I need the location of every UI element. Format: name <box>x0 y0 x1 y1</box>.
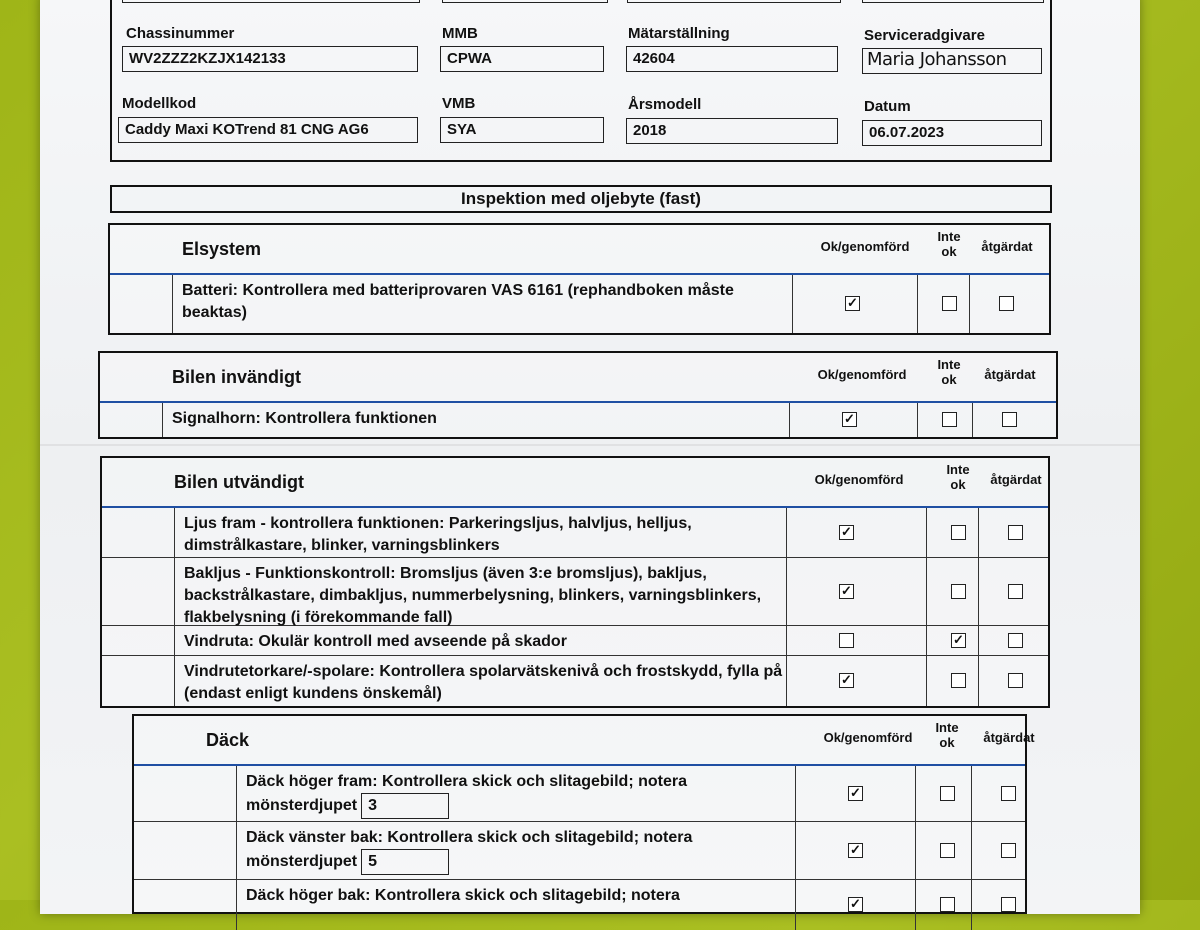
paper-fold <box>40 444 1140 446</box>
column-divider <box>915 880 916 930</box>
section-header <box>110 225 1049 275</box>
model-label: Modellkod <box>122 95 197 112</box>
task-text: Däck höger fram: Kontrollera skick och slitagebild; notera <box>246 773 687 790</box>
column-divider <box>971 880 972 930</box>
odometer-label: Mätarställning <box>628 25 730 42</box>
column-divider <box>917 275 918 333</box>
task-text: Ljus fram - kontrollera funktionen: Parkeringsljus, halvljus, helljus, dimstrålkastare, blinker, varningsblinkers <box>184 515 692 554</box>
column-divider <box>972 403 973 437</box>
mmb-label: MMB <box>442 25 478 42</box>
tread-depth-field[interactable]: 5 <box>361 849 449 875</box>
advisor-label: Serviceradgivare <box>864 27 985 44</box>
task-text: Batteri: Kontrollera med batteriprovaren VAS 6161 (rephandboken måste beaktas) <box>182 282 734 321</box>
column-divider <box>915 766 916 821</box>
ok-checkbox[interactable]: ✓ <box>848 897 863 912</box>
col-action-header: åtgärdat <box>984 367 1036 382</box>
action-checkbox[interactable] <box>1001 897 1016 912</box>
col-not-ok-header: Inte ok <box>935 720 959 750</box>
task-text: Vindruta: Okulär kontroll med avseende på skador <box>184 633 567 650</box>
section-header <box>134 716 1035 766</box>
col-not-ok-header: Inte ok <box>946 462 970 492</box>
task-description <box>182 280 792 324</box>
not-ok-checkbox[interactable] <box>951 673 966 688</box>
chassis-label: Chassinummer <box>126 25 235 42</box>
column-divider <box>786 626 787 655</box>
column-divider <box>926 508 927 557</box>
ok-checkbox[interactable]: ✓ <box>848 786 863 801</box>
section-header <box>102 458 1048 508</box>
col-not-ok-header: Inte ok <box>937 229 961 259</box>
column-divider <box>236 822 237 879</box>
action-checkbox[interactable] <box>1002 412 1017 427</box>
service-form-sheet <box>40 0 1140 914</box>
column-divider <box>971 822 972 879</box>
checklist-row <box>134 822 1025 880</box>
not-ok-checkbox[interactable] <box>940 843 955 858</box>
column-divider <box>971 766 972 821</box>
checklist-row <box>100 403 1056 437</box>
action-checkbox[interactable] <box>1001 786 1016 801</box>
column-divider <box>969 275 970 333</box>
tread-depth-label: mönsterdjupet <box>246 797 358 815</box>
col-action-header: åtgärdat <box>981 239 1033 254</box>
column-divider <box>174 508 175 557</box>
not-ok-checkbox[interactable] <box>951 584 966 599</box>
task-description <box>184 563 784 629</box>
not-ok-checkbox[interactable] <box>951 525 966 540</box>
tread-depth-label: mönsterdjupet <box>246 853 358 871</box>
column-divider <box>174 558 175 625</box>
action-checkbox[interactable] <box>999 296 1014 311</box>
checklist-row <box>102 626 1048 656</box>
task-description <box>246 885 806 907</box>
task-description <box>184 513 784 557</box>
task-description <box>184 631 784 653</box>
odometer-field[interactable]: 42604 <box>626 46 838 72</box>
column-divider <box>917 403 918 437</box>
task-description <box>172 408 782 430</box>
section-exterior <box>100 456 1050 708</box>
section-title: Elsystem <box>182 239 262 259</box>
task-description <box>246 827 806 875</box>
year-label: Årsmodell <box>628 96 702 113</box>
task-text: Däck höger bak: Kontrollera skick och slitagebild; notera <box>246 887 680 904</box>
ok-checkbox[interactable]: ✓ <box>839 584 854 599</box>
section-title: Däck <box>206 730 250 750</box>
column-divider <box>926 656 927 706</box>
column-divider <box>978 558 979 625</box>
checklist-row <box>110 275 1049 333</box>
chassis-field[interactable]: WV2ZZZ2KZJX142133 <box>122 46 418 72</box>
task-text: Signalhorn: Kontrollera funktionen <box>172 410 437 427</box>
column-divider <box>915 822 916 879</box>
date-field[interactable]: 06.07.2023 <box>862 120 1042 146</box>
not-ok-checkbox[interactable] <box>942 296 957 311</box>
section-header <box>100 353 1056 403</box>
task-text: Däck vänster bak: Kontrollera skick och slitagebild; notera <box>246 829 693 846</box>
column-divider <box>236 766 237 821</box>
section-tyres <box>132 714 1035 914</box>
checklist-row <box>134 880 1025 930</box>
not-ok-checkbox[interactable] <box>940 897 955 912</box>
column-divider <box>236 880 237 930</box>
column-divider <box>978 508 979 557</box>
col-ok-header: Ok/genomförd <box>817 367 907 382</box>
column-divider <box>172 275 173 333</box>
column-divider <box>174 656 175 706</box>
vmb-field[interactable]: SYA <box>440 117 604 143</box>
ok-checkbox[interactable] <box>839 633 854 648</box>
ok-checkbox[interactable]: ✓ <box>842 412 857 427</box>
column-divider <box>978 626 979 655</box>
col-action-header: åtgärdat <box>983 730 1035 745</box>
year-field[interactable]: 2018 <box>626 118 838 144</box>
checklist-row <box>102 508 1048 558</box>
ok-checkbox[interactable]: ✓ <box>845 296 860 311</box>
vehicle-info-box <box>110 0 1052 162</box>
column-divider <box>792 275 793 333</box>
vmb-label: VMB <box>442 95 476 112</box>
column-divider <box>786 656 787 706</box>
column-divider <box>978 656 979 706</box>
task-text: Vindrutetorkare/-spolare: Kontrollera spolarvätskenivå och frostskydd, fylla på (endast enligt kundens önskemål) <box>184 663 783 702</box>
column-divider <box>786 508 787 557</box>
tread-depth-field[interactable]: 3 <box>361 793 449 819</box>
date-label: Datum <box>864 98 911 115</box>
action-checkbox[interactable] <box>1008 584 1023 599</box>
mmb-field[interactable]: CPWA <box>440 46 604 72</box>
section-interior <box>98 351 1058 439</box>
checklist-row <box>102 656 1048 706</box>
column-divider <box>926 558 927 625</box>
column-divider <box>789 403 790 437</box>
checklist-row <box>102 558 1048 626</box>
col-not-ok-header: Inte ok <box>937 357 961 387</box>
column-divider <box>786 558 787 625</box>
ok-checkbox[interactable]: ✓ <box>839 673 854 688</box>
task-description <box>184 661 784 705</box>
col-ok-header: Ok/genomförd <box>814 472 904 487</box>
advisor-field[interactable]: Maria Johansson <box>862 48 1042 74</box>
ok-checkbox[interactable]: ✓ <box>848 843 863 858</box>
checklist-row <box>134 766 1025 822</box>
not-ok-checkbox[interactable] <box>940 786 955 801</box>
section-title: Bilen utvändigt <box>174 472 304 492</box>
column-divider <box>926 626 927 655</box>
section-elsystem <box>108 223 1051 335</box>
col-ok-header: Ok/genomförd <box>823 730 913 745</box>
action-checkbox[interactable] <box>1008 673 1023 688</box>
not-ok-checkbox[interactable]: ✓ <box>951 633 966 648</box>
action-checkbox[interactable] <box>1001 843 1016 858</box>
model-field[interactable]: Caddy Maxi KOTrend 81 CNG AG6 <box>118 117 418 143</box>
inspection-banner: Inspektion med oljebyte (fast) <box>110 185 1052 213</box>
section-title: Bilen invändigt <box>172 367 302 387</box>
not-ok-checkbox[interactable] <box>942 412 957 427</box>
ok-checkbox[interactable]: ✓ <box>839 525 854 540</box>
col-ok-header: Ok/genomförd <box>820 239 910 254</box>
task-description <box>246 771 806 819</box>
column-divider <box>174 626 175 655</box>
action-checkbox[interactable] <box>1008 525 1023 540</box>
col-action-header: åtgärdat <box>990 472 1042 487</box>
action-checkbox[interactable] <box>1008 633 1023 648</box>
column-divider <box>162 403 163 437</box>
task-text: Bakljus - Funktionskontroll: Bromsljus (även 3:e bromsljus), bakljus, backstrålkastare, dimbakljus, nummerbelysning, blinkers, varningsblinkers, flakbelysning (i förekommande fall) <box>184 565 762 626</box>
